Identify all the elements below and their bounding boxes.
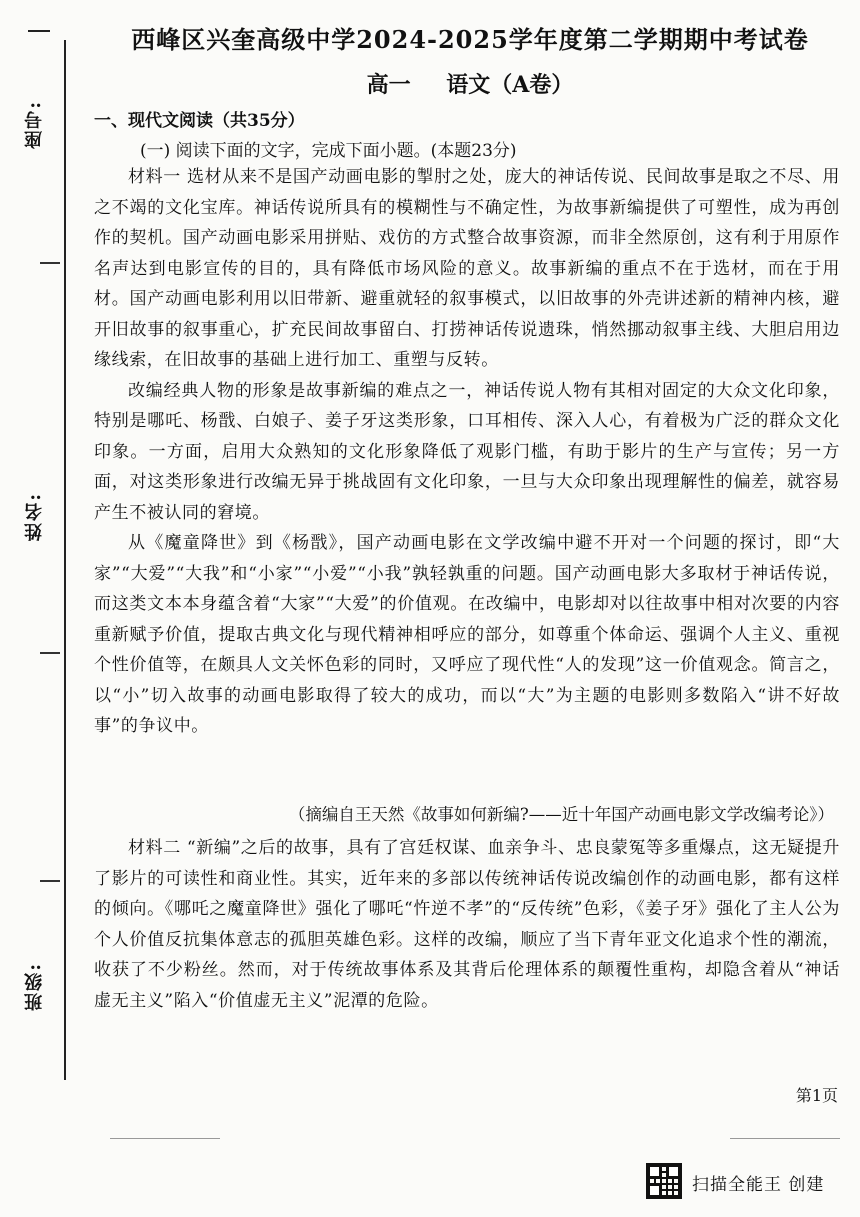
material-two [94,833,840,1016]
binding-top-mark [28,30,50,32]
page-number: 第1页 [795,1086,838,1105]
scanner-watermark: 扫描全能王 创建 [692,1175,825,1195]
exam-subtitle: 高一 语文（A卷） [366,72,574,98]
divider [110,1138,220,1139]
qr-code-icon [646,1163,682,1199]
paragraph: 改编经典人物的形象是故事新编的难点之一，神话传说人物有其相对固定的大众文化印象，特别是哪吒、杨戬、白娘子、姜子牙这类形象，口耳相传、深入人心，有着极为广泛的群众文化印象。一方面，启用大众熟知的文化形象降低了观影门槛，有助于影片的生产与宣传；另一方面，对这类形象进行改编无异于挑战固有文化印象，一旦与大众印象出现理解性的偏差，就容易产生不被认同的窘境。 [94,380,840,523]
binding-mark [40,880,60,882]
citation: （摘编自王天然《故事如何新编?——近十年国产动画电影文学改编考论》） [288,805,834,824]
section-heading: 一、现代文阅读（共35分） [94,111,305,131]
binding-mark [40,262,60,264]
section-subheading: (一) 阅读下面的文字，完成下面小题。(本题23分) [140,141,517,161]
material-one [94,162,840,742]
paragraph: 从《魔童降世》到《杨戬》，国产动画电影在文学改编中避不开对一个问题的探讨，即“大家”“大爱”“大我”和“小家”“小爱”“小我”孰轻孰重的问题。国产动画电影大多取材于神话传说，而这类文本本身蕴含着“大家”“大爱”的价值观。在改编中，电影却对以往故事中相对次要的内容重新赋予价值，提取古典文化与现代精神相呼应的部分，如尊重个体命运、强调个人主义、重视个性价值等，在颇具人文关怀色彩的同时，又呼应了现代性“人的发现”这一价值观念。简言之，以“小”切入故事的动画电影取得了较大的成功，而以“大”为主题的电影则多数陷入“讲不好故事”的争议中。 [94,533,840,736]
paragraph: 材料一 选材从来不是国产动画电影的掣肘之处，庞大的神话传说、民间故事是取之不尽、用之不竭的文化宝库。神话传说所具有的模糊性与不确定性，为故事新编提供了可塑性，成为再创作的契机。国产动画电影采用拼贴、戏仿的方式整合故事资源，而非全然原创，这有利于用原作名声达到电影宣传的目的，具有降低市场风险的意义。故事新编的重点不在于选材，而在于用材。国产动画电影利用以旧带新、避重就轻的叙事模式，以旧故事的外壳讲述新的精神内核，避开旧故事的叙事重心，扩充民间故事留白、打捞神话传说遗珠，悄然挪动叙事主线、大胆启用边缘线索，在旧故事的基础上进行加工、重塑与反转。 [94,167,840,370]
divider [730,1138,840,1139]
class-label: 班级: [24,962,45,1011]
name-label: 姓名: [24,492,45,541]
binding-mark [40,652,60,654]
seat-label: 座号: [24,100,45,149]
binding-line [64,40,66,1080]
paragraph: 材料二 “新编”之后的故事，具有了宫廷权谋、血亲争斗、忠良蒙冤等多重爆点，这无疑提升了影片的可读性和商业性。其实，近年来的多部以传统神话传说改编创作的动画电影，都有这样的倾向。《哪吒之魔童降世》强化了哪吒“忤逆不孝”的“反传统”色彩，《姜子牙》强化了主人公为个人价值反抗集体意志的孤胆英雄色彩。这样的改编，顺应了当下青年亚文化追求个性的潮流，收获了不少粉丝。然而，对于传统故事体系及其背后伦理体系的颠覆性重构，却隐含着从“神话虚无主义”陷入“价值虚无主义”泥潭的危险。 [94,838,840,1011]
exam-title: 西峰区兴奎高级中学2024-2025学年度第二学期期中考试卷 [131,25,809,54]
